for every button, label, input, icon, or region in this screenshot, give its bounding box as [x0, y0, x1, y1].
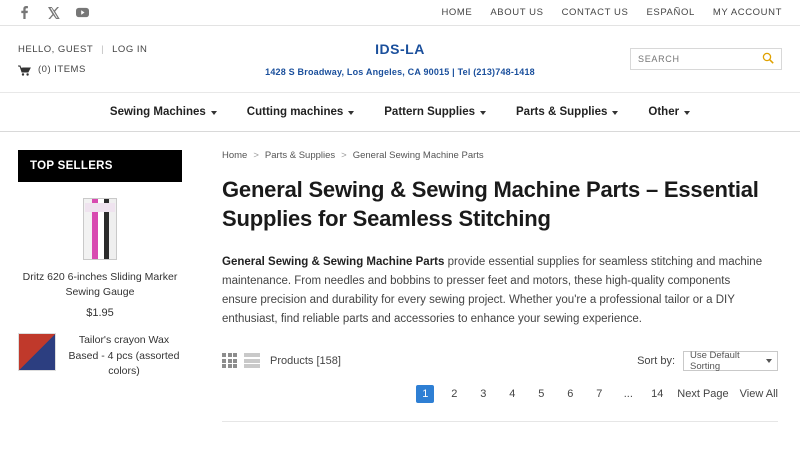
page-body	[0, 132, 800, 450]
nav-item-sewing-machines[interactable]	[110, 106, 217, 118]
nav-item-pattern-supplies[interactable]	[384, 106, 486, 118]
sort-select[interactable]	[683, 351, 778, 371]
chevron-down-icon	[766, 359, 772, 363]
chevron-down-icon	[211, 111, 217, 115]
facebook-icon[interactable]	[18, 6, 31, 19]
sort-selected-value: Use Default Sorting	[690, 349, 740, 372]
search-icon[interactable]	[762, 52, 774, 67]
view-mode-switch	[222, 353, 260, 368]
nav-label-cutting-machines: Cutting machines	[246, 106, 344, 118]
nav-label-other: Other	[648, 106, 680, 118]
page-4[interactable]: 4	[509, 387, 516, 400]
chevron-down-icon	[684, 111, 690, 115]
page-title: General Sewing & Sewing Machine Parts – Essential Supplies for Seamless Stitching	[222, 177, 759, 232]
twitter-x-icon[interactable]	[47, 6, 60, 19]
breadcrumb-separator: >	[253, 150, 259, 161]
category-description-lead: General Sewing & Sewing Machine Parts	[222, 256, 445, 269]
sidebar-product-2[interactable]	[18, 333, 182, 379]
product-count: Products [158]	[270, 354, 341, 367]
product-image-tailors-crayon	[18, 333, 56, 371]
site-header	[0, 26, 800, 92]
page-ellipsis: ...	[623, 387, 633, 400]
nav-label-sewing-machines: Sewing Machines	[109, 106, 206, 118]
chevron-down-icon	[348, 111, 354, 115]
youtube-icon[interactable]	[76, 6, 89, 19]
view-all-link[interactable]: View All	[739, 387, 778, 400]
main-content	[200, 132, 800, 450]
breadcrumb-parts-supplies[interactable]: Parts & Supplies	[264, 150, 336, 161]
top-sellers-heading: TOP SELLERS	[18, 150, 182, 182]
page-7[interactable]: 7	[596, 387, 603, 400]
next-page-link[interactable]: Next Page	[677, 387, 729, 400]
breadcrumb-separator: >	[341, 150, 347, 161]
chevron-down-icon	[612, 111, 618, 115]
page-2[interactable]: 2	[451, 387, 458, 400]
top-utility-bar	[0, 0, 800, 26]
product-price-1: $1.95	[86, 307, 114, 320]
top-link-my-account[interactable]: MY ACCOUNT	[712, 7, 782, 18]
breadcrumb-current: General Sewing Machine Parts	[352, 150, 484, 161]
page-5[interactable]: 5	[538, 387, 545, 400]
nav-item-parts-supplies[interactable]	[516, 106, 618, 118]
list-view-icon[interactable]	[244, 353, 260, 368]
main-navigation	[0, 92, 800, 132]
grid-view-icon[interactable]	[222, 353, 237, 368]
category-description-body: provide essential supplies for seamless stitching and machine maintenance. From needles and bobbins to presser feet and motors, these high-quality components ensure precision and durability for every sewing project. Whether you're a professional tailor or a DIY enthusiast, find reliable parts and accessories to enhance your sewing experience.	[222, 256, 763, 325]
sort-label: Sort by:	[637, 354, 675, 367]
login-link[interactable]: LOG IN	[112, 43, 148, 55]
breadcrumb	[222, 150, 778, 161]
nav-label-parts-supplies: Parts & Supplies	[516, 106, 608, 118]
breadcrumb-home[interactable]: Home	[222, 150, 248, 161]
nav-label-pattern-supplies: Pattern Supplies	[384, 106, 476, 118]
page-1[interactable]: 1	[416, 385, 434, 403]
greeting-row	[18, 44, 218, 55]
nav-item-cutting-machines[interactable]	[247, 106, 354, 118]
chevron-down-icon	[480, 111, 486, 115]
product-name-1[interactable]: Dritz 620 6-inches Sliding Marker Sewing Gauge	[22, 271, 178, 299]
page-14[interactable]: 14	[651, 387, 664, 400]
top-link-contact-us[interactable]: CONTACT US	[561, 7, 629, 18]
site-logo[interactable]: IDS-LA	[375, 41, 425, 57]
product-toolbar	[222, 351, 778, 371]
nav-item-other[interactable]	[648, 106, 690, 118]
sidebar	[0, 132, 200, 450]
product-name-2[interactable]: Tailor's crayon Wax Based - 4 pcs (assorted colors)	[68, 334, 180, 377]
page-6[interactable]: 6	[567, 387, 574, 400]
cart-items-label[interactable]: (0) ITEMS	[38, 63, 86, 75]
top-link-espanol[interactable]: ESPAÑOL	[646, 7, 695, 18]
content-divider	[222, 421, 778, 422]
social-links	[18, 6, 89, 19]
top-link-home[interactable]: HOME	[441, 7, 473, 18]
page-3[interactable]: 3	[480, 387, 487, 400]
top-link-about-us[interactable]: ABOUT US	[490, 7, 544, 18]
sort-control	[637, 351, 778, 371]
greeting-text: HELLO, GUEST	[18, 43, 94, 55]
greeting-divider: |	[101, 43, 105, 55]
product-image-sewing-gauge	[18, 196, 182, 262]
search-input[interactable]	[638, 54, 762, 64]
pagination	[222, 385, 778, 403]
store-address: 1428 S Broadway, Los Angeles, CA 90015 | Tel (213)748-1418	[265, 67, 535, 77]
top-nav-links	[441, 7, 782, 18]
sidebar-product-1[interactable]	[18, 182, 182, 319]
category-description	[222, 253, 767, 329]
